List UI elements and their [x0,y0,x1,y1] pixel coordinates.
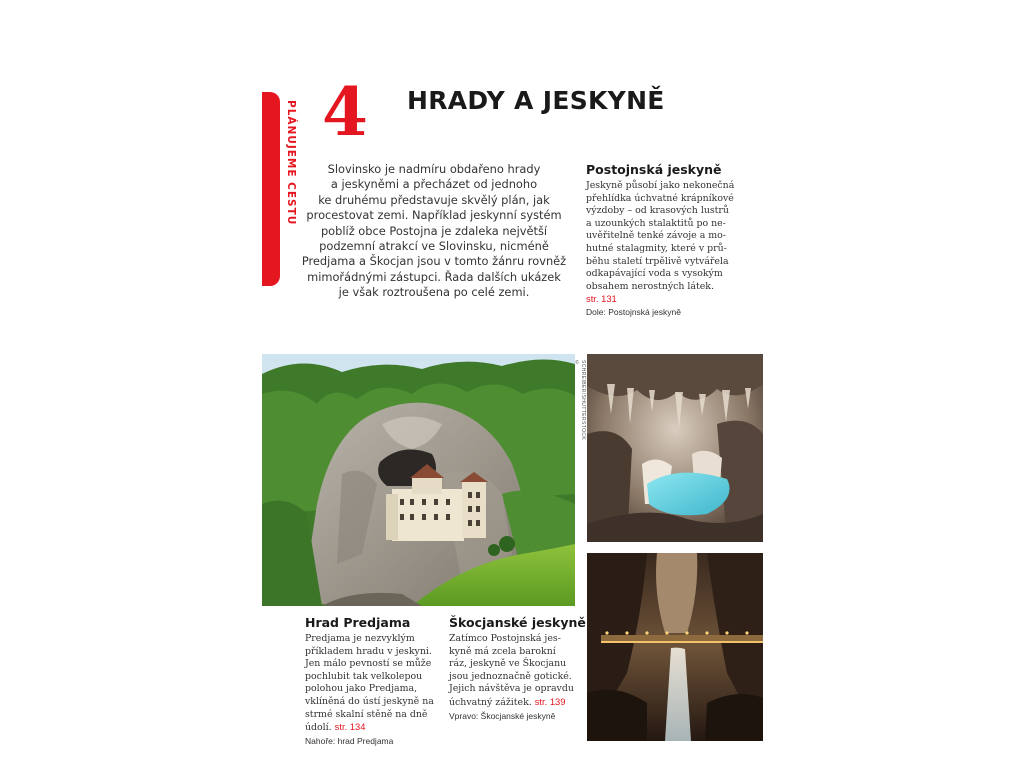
predjama-line: polohou jako Predjama, [305,683,418,695]
postojna-title: Postojnská jeskyně [586,162,722,177]
skocjan-line: Jejich návštěva je opravdu [449,683,574,695]
skocjan-line: ráz, jeskyně ve Škocjanu [449,658,567,670]
intro-line: Slovinsko je nadmíru obdařeno hrady [327,162,541,176]
predjama-line: příkladem hradu v jeskyni. [305,645,432,657]
postojna-caption: Dole: Postojnská jeskyně [586,307,681,317]
predjama-castle-photo [262,354,575,606]
predjama-title: Hrad Predjama [305,615,411,630]
photo-credit: SCHREIBER/SHUTTERSTOCK © [574,360,586,441]
predjama-caption: Nahoře: hrad Predjama [305,736,394,746]
skocjan-line-last [449,696,574,710]
intro-line: a jeskyněmi a přecházet od jednoho [330,177,538,192]
postojna-line: běhu staletí trpělivě vytvářela [586,255,729,267]
skocjan-line: kyně má zcela barokní [449,645,556,657]
skocjan-line: jsou jednoznačně gotické. [449,670,572,682]
intro-line: mimořádnými zástupci. Řada dalších ukázek [307,269,561,284]
postojna-line: odkapávající voda s vysokým [586,268,723,280]
postojna-line: výzdoby – od krasových lustrů [586,205,729,217]
postojna-page-ref[interactable]: str. 131 [586,293,617,305]
chapter-number: 4 [322,73,368,151]
predjama-line: strmé skalní stěně na dně [305,708,428,720]
postojna-text [586,180,734,306]
predjama-line: pochlubit tak velkolepou [305,670,423,682]
intro-line: procestovat zemi. Například jeskynní systém [306,208,562,223]
postojna-line: Jeskyně působí jako nekonečná [586,180,735,191]
intro-line: Predjama a Škocjan jsou v tomto žánru rovněž [301,254,567,269]
predjama-page-ref[interactable]: str. 134 [334,721,366,733]
intro-line: poblíž obce Postojna je zdaleka největší [320,223,548,238]
skocjan-caption: Vpravo: Škocjanské jeskyně [449,711,556,721]
postojna-line: přehlídka úchvatné krápníkové [586,192,734,204]
side-tab-label: PLÁNUJEME CESTU [285,100,297,226]
skocjan-title: Škocjanské jeskyně [449,615,586,630]
chapter-title: HRADY A JESKYNĚ [407,86,665,115]
postojna-line: a uzounkých stalaktitů po ne- [586,217,726,229]
skocjan-line: úchvatný zážitek. [449,696,532,708]
intro-line: je však roztroušena po celé zemi. [338,285,530,300]
postojna-line: uvěřitelně tenké závoje a mo- [586,230,726,242]
skocjan-text [449,633,574,710]
predjama-line: údolí. [305,722,332,734]
postojna-cave-photo [587,354,763,542]
predjama-line: Predjama je nezvyklým [305,633,415,644]
skocjan-cave-photo [587,553,763,741]
postojna-line: obsahem nerostných látek. [586,280,714,292]
chapter-side-tab [262,92,280,286]
predjama-line: vklíněná do ústí jeskyně na [305,695,434,707]
postojna-line: hutné stalagmity, které v prů- [586,242,727,254]
skocjan-page-ref[interactable]: str. 139 [534,695,566,707]
intro-line: ke druhému představuje skvělý plán, jak [318,192,550,207]
intro-line: podzemní atrakcí ve Slovinsku, nicméně [319,239,549,254]
skocjan-line: Zatímco Postojnská jes- [449,633,561,644]
predjama-line: Jen málo pevností se může [305,658,432,670]
intro-paragraph [298,162,570,301]
predjama-text [305,633,434,735]
predjama-line-last [305,721,434,735]
